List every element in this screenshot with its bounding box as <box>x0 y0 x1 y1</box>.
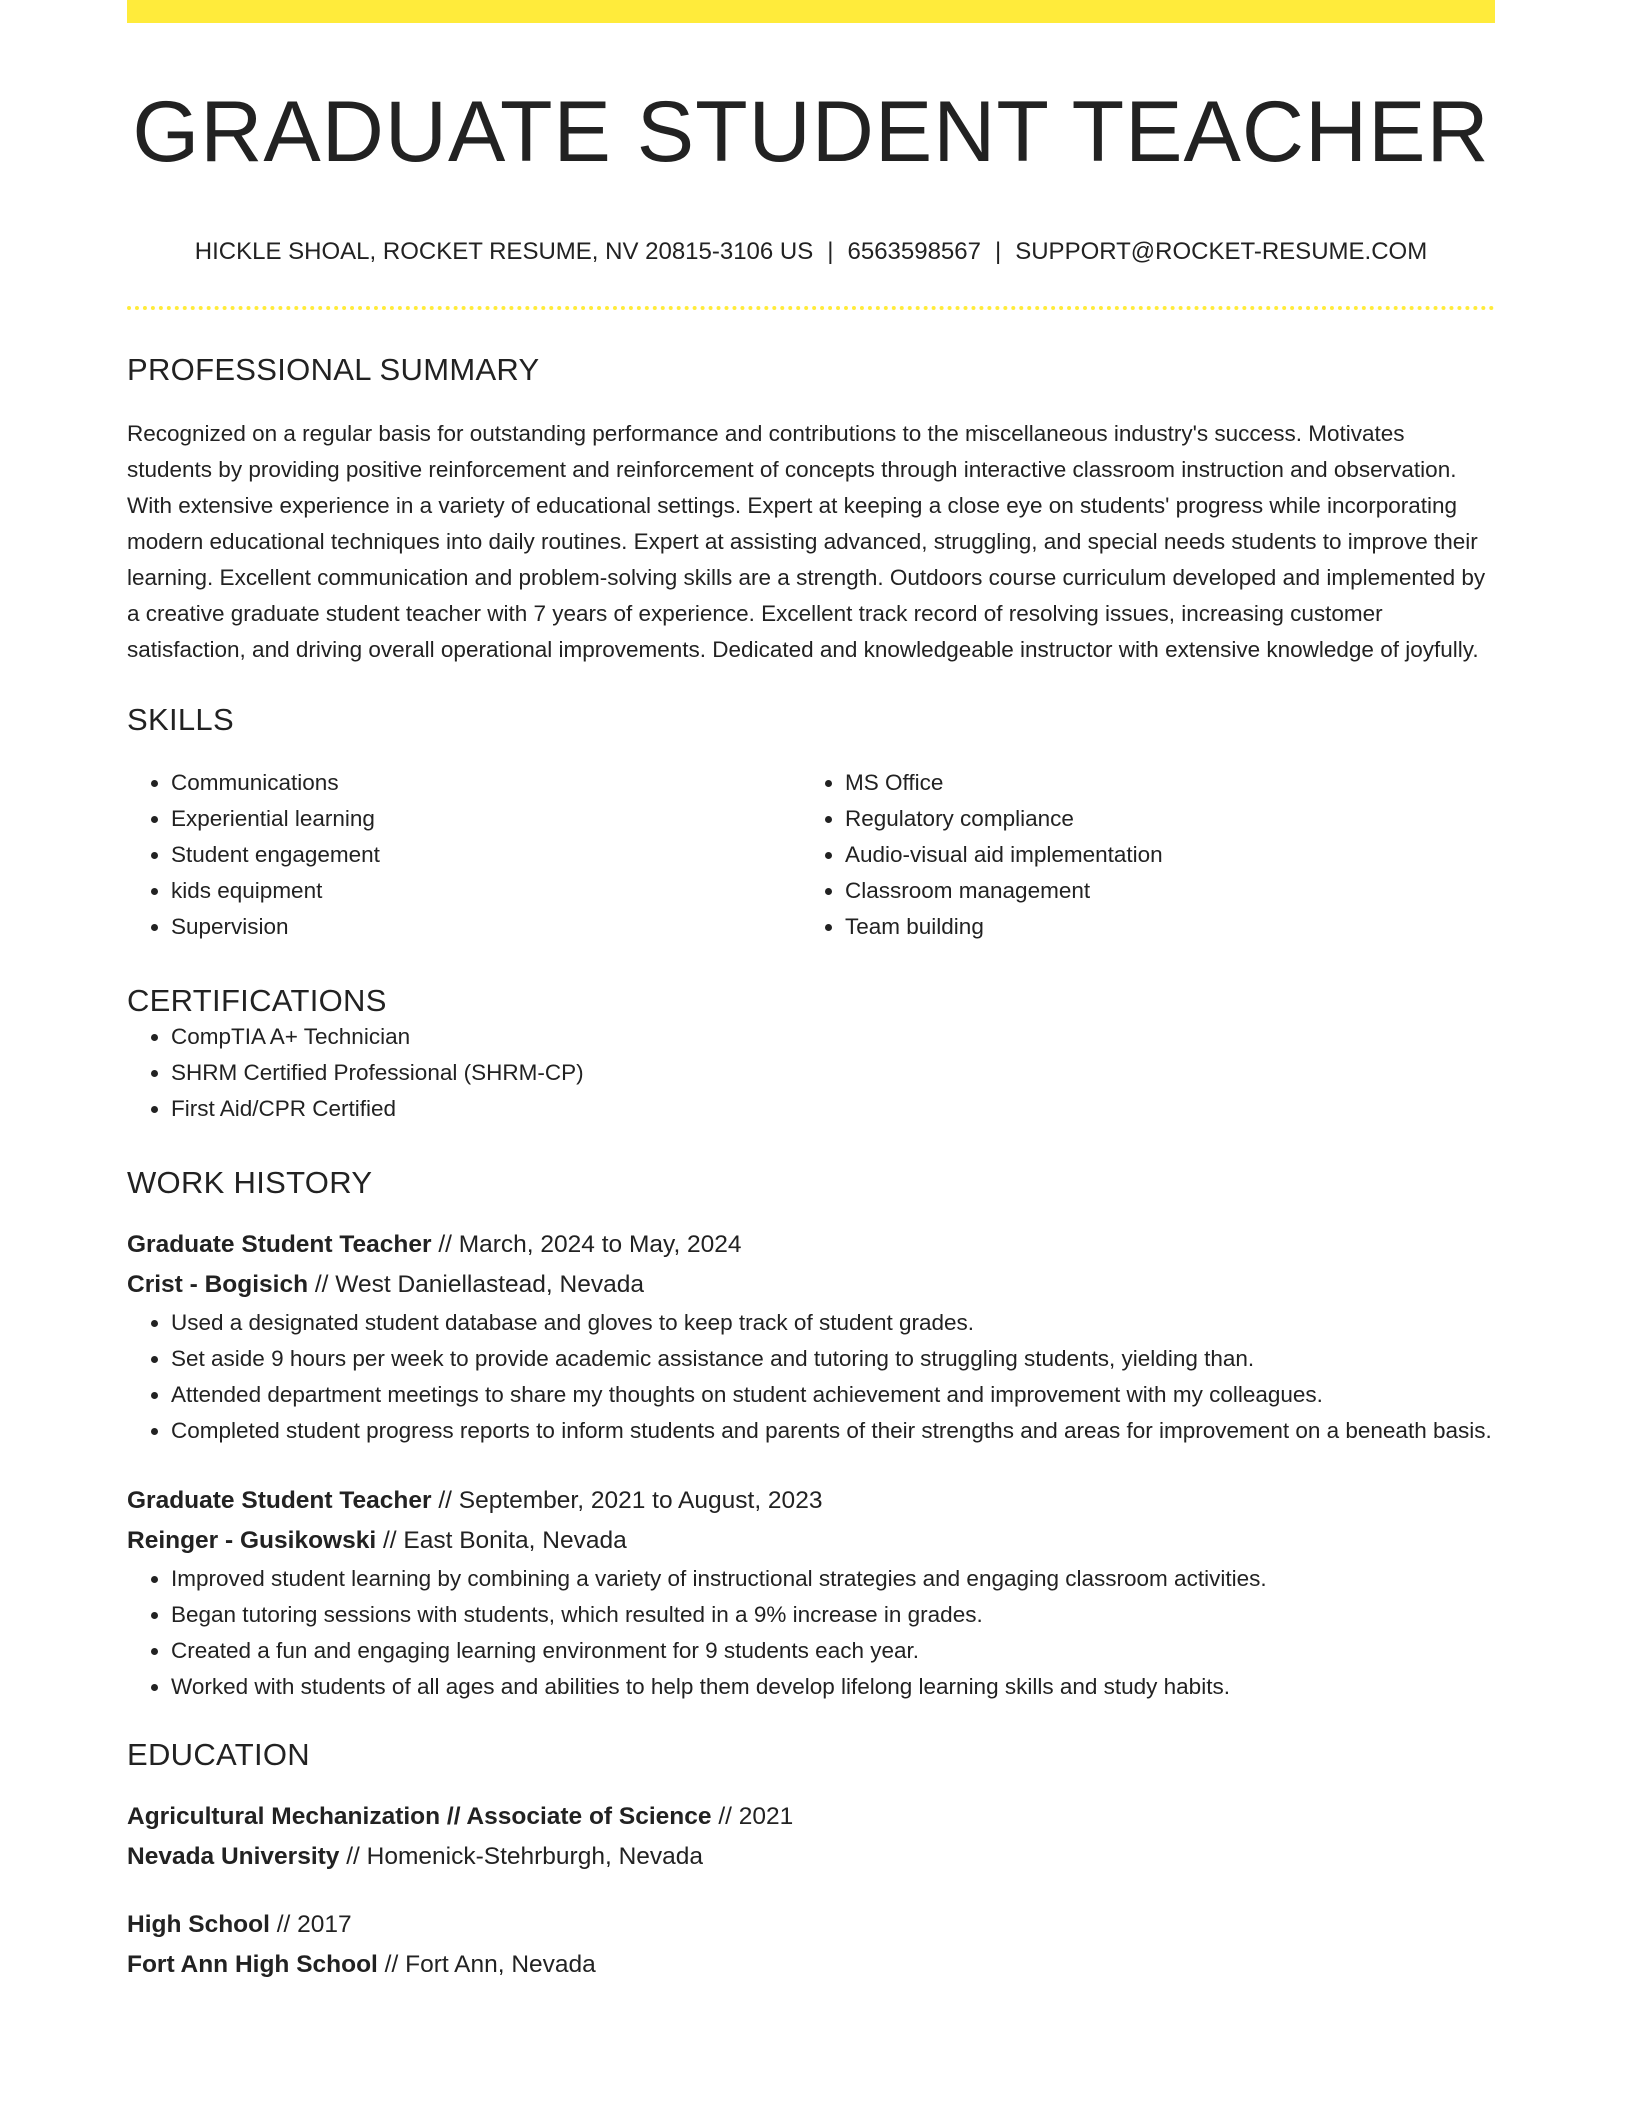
education-school: Fort Ann High School <box>127 1950 378 1978</box>
job-duty: • Worked with students of all ages and abilities to help them develop lifelong learning skills and study habits. <box>171 1669 1495 1705</box>
contact-separator: | <box>994 237 1002 265</box>
contact-separator: | <box>827 237 834 265</box>
job-duty: • Completed student progress reports to inform students and parents of their strengths and areas for improvement on a beneath basis. <box>171 1413 1495 1449</box>
job-company: Reinger - Gusikowski <box>127 1526 377 1554</box>
dotted-divider <box>127 306 1495 310</box>
job-company-line <box>127 1521 1495 1561</box>
skills-columns <box>127 765 1495 945</box>
education-heading: EDUCATION <box>127 1736 310 1772</box>
contact-line <box>127 238 1495 266</box>
contact-email: SUPPORT@ROCKET-RESUME.COM <box>1015 237 1428 265</box>
summary-text: Recognized on a regular basis for outstanding performance and contributions to the miscellaneous industry's success. Motivates students by providing positive reinforcement and reinforcement of concepts through interactive classroom instruction and observation. With extensive experience in a variety of educational settings. Expert at keeping a close eye on students' progress while incorporating modern educational techniques into daily routines. Expert at assisting advanced, struggling, and special needs students to improve their learning. Excellent communication and problem-solving skills are a strength. Outdoors course curriculum developed and implemented by a creative graduate student teacher with 7 years of experience. Excellent track record of resolving issues, increasing customer satisfaction, and driving overall operational improvements. Dedicated and knowledgeable instructor with extensive knowledge of joyfully. <box>127 420 1486 662</box>
skill-item: • Audio-visual aid implementation <box>845 837 1475 873</box>
candidate-name: GRADUATE STUDENT TEACHER <box>132 84 1490 180</box>
job-dates: // September, 2021 to August, 2023 <box>431 1486 823 1514</box>
job-role: Graduate Student Teacher <box>127 1486 432 1514</box>
job-duty: • Attended department meetings to share my thoughts on student achievement and improvement with my colleagues. <box>171 1377 1495 1413</box>
job-duty: • Began tutoring sessions with students, which resulted in a 9% increase in grades. <box>171 1597 1495 1633</box>
certification-item: • CompTIA A+ Technician <box>171 1019 1495 1055</box>
job-location: // East Bonita, Nevada <box>376 1526 627 1554</box>
education-degree-line <box>127 1905 1495 1945</box>
education-year: // 2021 <box>711 1802 794 1830</box>
contact-address: HICKLE SHOAL, ROCKET RESUME, NV 20815-3106 US <box>194 237 814 265</box>
skill-item: • Regulatory compliance <box>845 801 1475 837</box>
job-duty: • Created a fun and engaging learning environment for 9 students each year. <box>171 1633 1495 1669</box>
education-school-line <box>127 1837 1495 1877</box>
job-duty: • Improved student learning by combining a variety of instructional strategies and engaging classroom activities. <box>171 1561 1495 1597</box>
education-location: // Fort Ann, Nevada <box>377 1950 596 1978</box>
education-degree: High School <box>127 1910 270 1938</box>
certification-item: • First Aid/CPR Certified <box>171 1091 1495 1127</box>
skill-item: • Supervision <box>171 909 801 945</box>
education-degree-line <box>127 1797 1495 1837</box>
resume-page <box>127 0 1495 1985</box>
skills-left-column <box>127 765 801 945</box>
summary-heading: PROFESSIONAL SUMMARY <box>127 351 540 387</box>
skill-item: • Classroom management <box>845 873 1475 909</box>
skill-item: • Student engagement <box>171 837 801 873</box>
job-role: Graduate Student Teacher <box>127 1230 432 1258</box>
work-history-heading: WORK HISTORY <box>127 1164 373 1200</box>
job-duty: • Set aside 9 hours per week to provide academic assistance and tutoring to struggling students, yielding than. <box>171 1341 1495 1377</box>
job-duties-list <box>127 1561 1495 1705</box>
skills-heading: SKILLS <box>127 701 234 737</box>
job-dates: // March, 2024 to May, 2024 <box>431 1230 742 1258</box>
education-location: // Homenick-Stehrburgh, Nevada <box>339 1842 704 1870</box>
job-duties-list <box>127 1305 1495 1449</box>
certification-item: • SHRM Certified Professional (SHRM-CP) <box>171 1055 1495 1091</box>
certifications-list <box>127 1019 1495 1127</box>
job-title-line <box>127 1225 1495 1265</box>
skills-right-column <box>801 765 1475 945</box>
skills-list-right <box>801 765 1475 945</box>
certifications-heading: CERTIFICATIONS <box>127 982 387 1018</box>
job-title-line <box>127 1481 1495 1521</box>
job-company: Crist - Bogisich <box>127 1270 309 1298</box>
accent-top-bar <box>127 0 1495 23</box>
skills-list-left <box>127 765 801 945</box>
skill-item: • Experiential learning <box>171 801 801 837</box>
education-school: Nevada University <box>127 1842 340 1870</box>
education-school-line <box>127 1945 1495 1985</box>
skill-item: • Team building <box>845 909 1475 945</box>
skill-item: • Communications <box>171 765 801 801</box>
skill-item: • kids equipment <box>171 873 801 909</box>
job-duty: • Used a designated student database and gloves to keep track of student grades. <box>171 1305 1495 1341</box>
skill-item: • MS Office <box>845 765 1475 801</box>
education-degree: Agricultural Mechanization // Associate of Science <box>127 1802 712 1830</box>
job-company-line <box>127 1265 1495 1305</box>
contact-phone: 6563598567 <box>847 237 981 265</box>
job-location: // West Daniellastead, Nevada <box>308 1270 644 1298</box>
education-year: // 2017 <box>269 1910 352 1938</box>
